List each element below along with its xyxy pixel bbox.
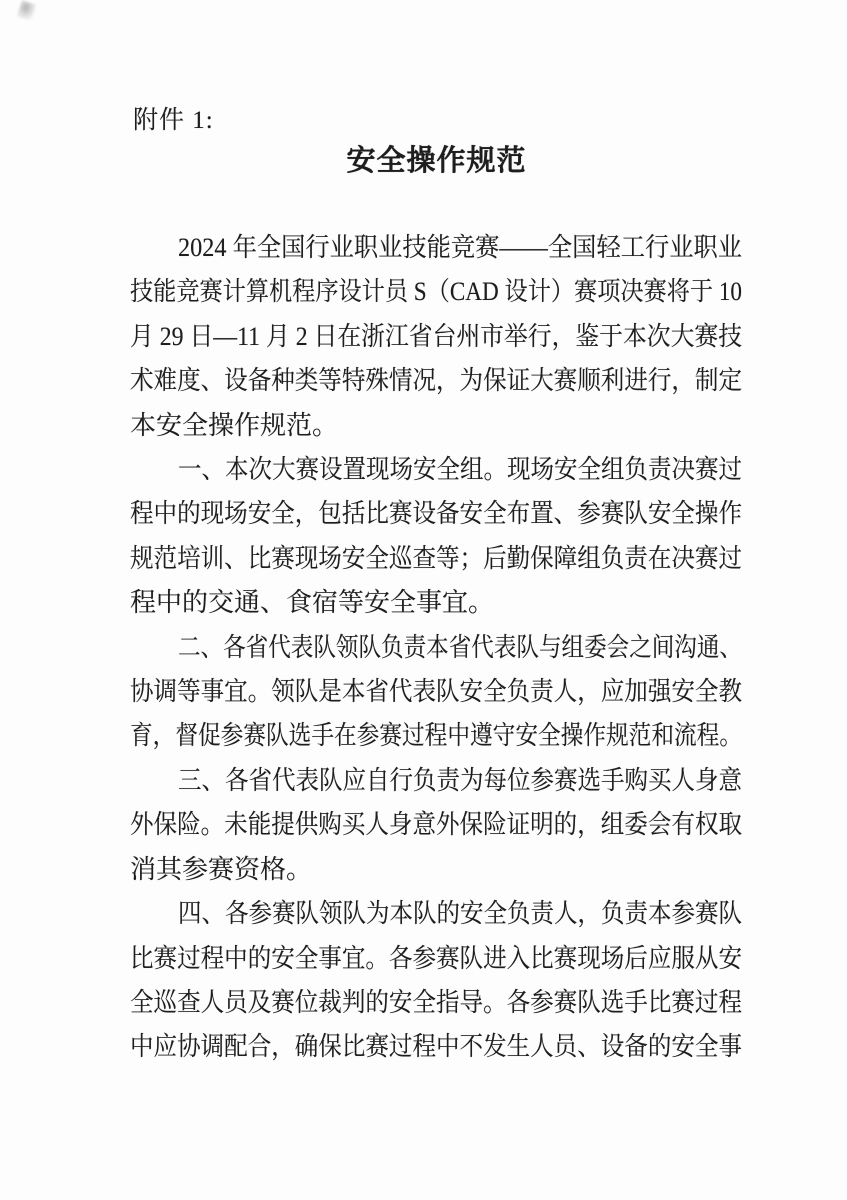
document-body <box>130 226 742 1070</box>
document-title-text: 安全操作规范 <box>346 145 527 177</box>
document-line <box>130 581 742 625</box>
document-line <box>130 848 742 892</box>
document-line <box>130 359 742 403</box>
attachment-label-text: 附件 1: <box>133 107 214 134</box>
attachment-label <box>133 104 214 138</box>
document-line-text: 月 29 日—11 月 2 日在浙江省台州市举行，鉴于本次大赛技 <box>130 321 742 351</box>
document-line <box>130 404 742 448</box>
document-line <box>130 759 742 803</box>
document-line-text: 二、各省代表队领队负责本省代表队与组委会之间沟通、 <box>178 632 742 662</box>
document-line <box>130 714 742 758</box>
document-line-text: 全巡查人员及赛位裁判的安全指导。各参赛队选手比赛过程 <box>130 987 742 1017</box>
document-line <box>130 226 742 270</box>
document-line <box>130 892 742 936</box>
document-line <box>130 803 742 847</box>
document-line <box>130 1025 742 1069</box>
document-line-text: 协调等事宜。领队是本省代表队安全负责人，应加强安全教 <box>130 677 742 707</box>
document-line-text: 消其参赛资格。 <box>130 854 313 884</box>
document-line <box>130 492 742 536</box>
document-line <box>130 937 742 981</box>
document-line-text: 规范培训、比赛现场安全巡查等；后勤保障组负责在决赛过 <box>130 543 742 573</box>
document-line-text: 术难度、设备种类等特殊情况，为保证大赛顺利进行，制定 <box>130 366 742 396</box>
document-line-text: 三、各省代表队应自行负责为每位参赛选手购买人身意 <box>178 765 742 795</box>
document-line-text: 中应协调配合，确保比赛过程中不发生人员、设备的安全事 <box>130 1032 742 1062</box>
document-line <box>130 670 742 714</box>
document-line <box>130 981 742 1025</box>
scan-smudge-artifact <box>17 0 37 21</box>
document-line <box>130 448 742 492</box>
document-line <box>130 315 742 359</box>
document-line <box>130 270 742 314</box>
document-line-text: 程中的交通、食宿等安全事宜。 <box>130 588 495 618</box>
document-line-text: 程中的现场安全，包括比赛设备安全布置、参赛队安全操作 <box>130 499 742 529</box>
document-line-text: 育，督促参赛队选手在参赛过程中遵守安全操作规范和流程。 <box>130 721 742 751</box>
document-line-text: 四、各参赛队领队为本队的安全负责人，负责本参赛队 <box>178 899 742 929</box>
document-line-text: 2024 年全国行业职业技能竞赛——全国轻工行业职业 <box>178 233 742 262</box>
document-line-text: 一、本次大赛设置现场安全组。现场安全组负责决赛过 <box>178 455 742 485</box>
document-line-text: 本安全操作规范。 <box>130 410 339 440</box>
document-line <box>130 537 742 581</box>
document-line-text: 比赛过程中的安全事宜。各参赛队进入比赛现场后应服从安 <box>130 943 742 973</box>
document-line-text: 技能竞赛计算机程序设计员 S（CAD 设计）赛项决赛将于 10 <box>130 277 742 307</box>
document-line <box>130 626 742 670</box>
document-title <box>0 143 847 179</box>
document-line-text: 外保险。未能提供购买人身意外保险证明的，组委会有权取 <box>130 810 742 840</box>
